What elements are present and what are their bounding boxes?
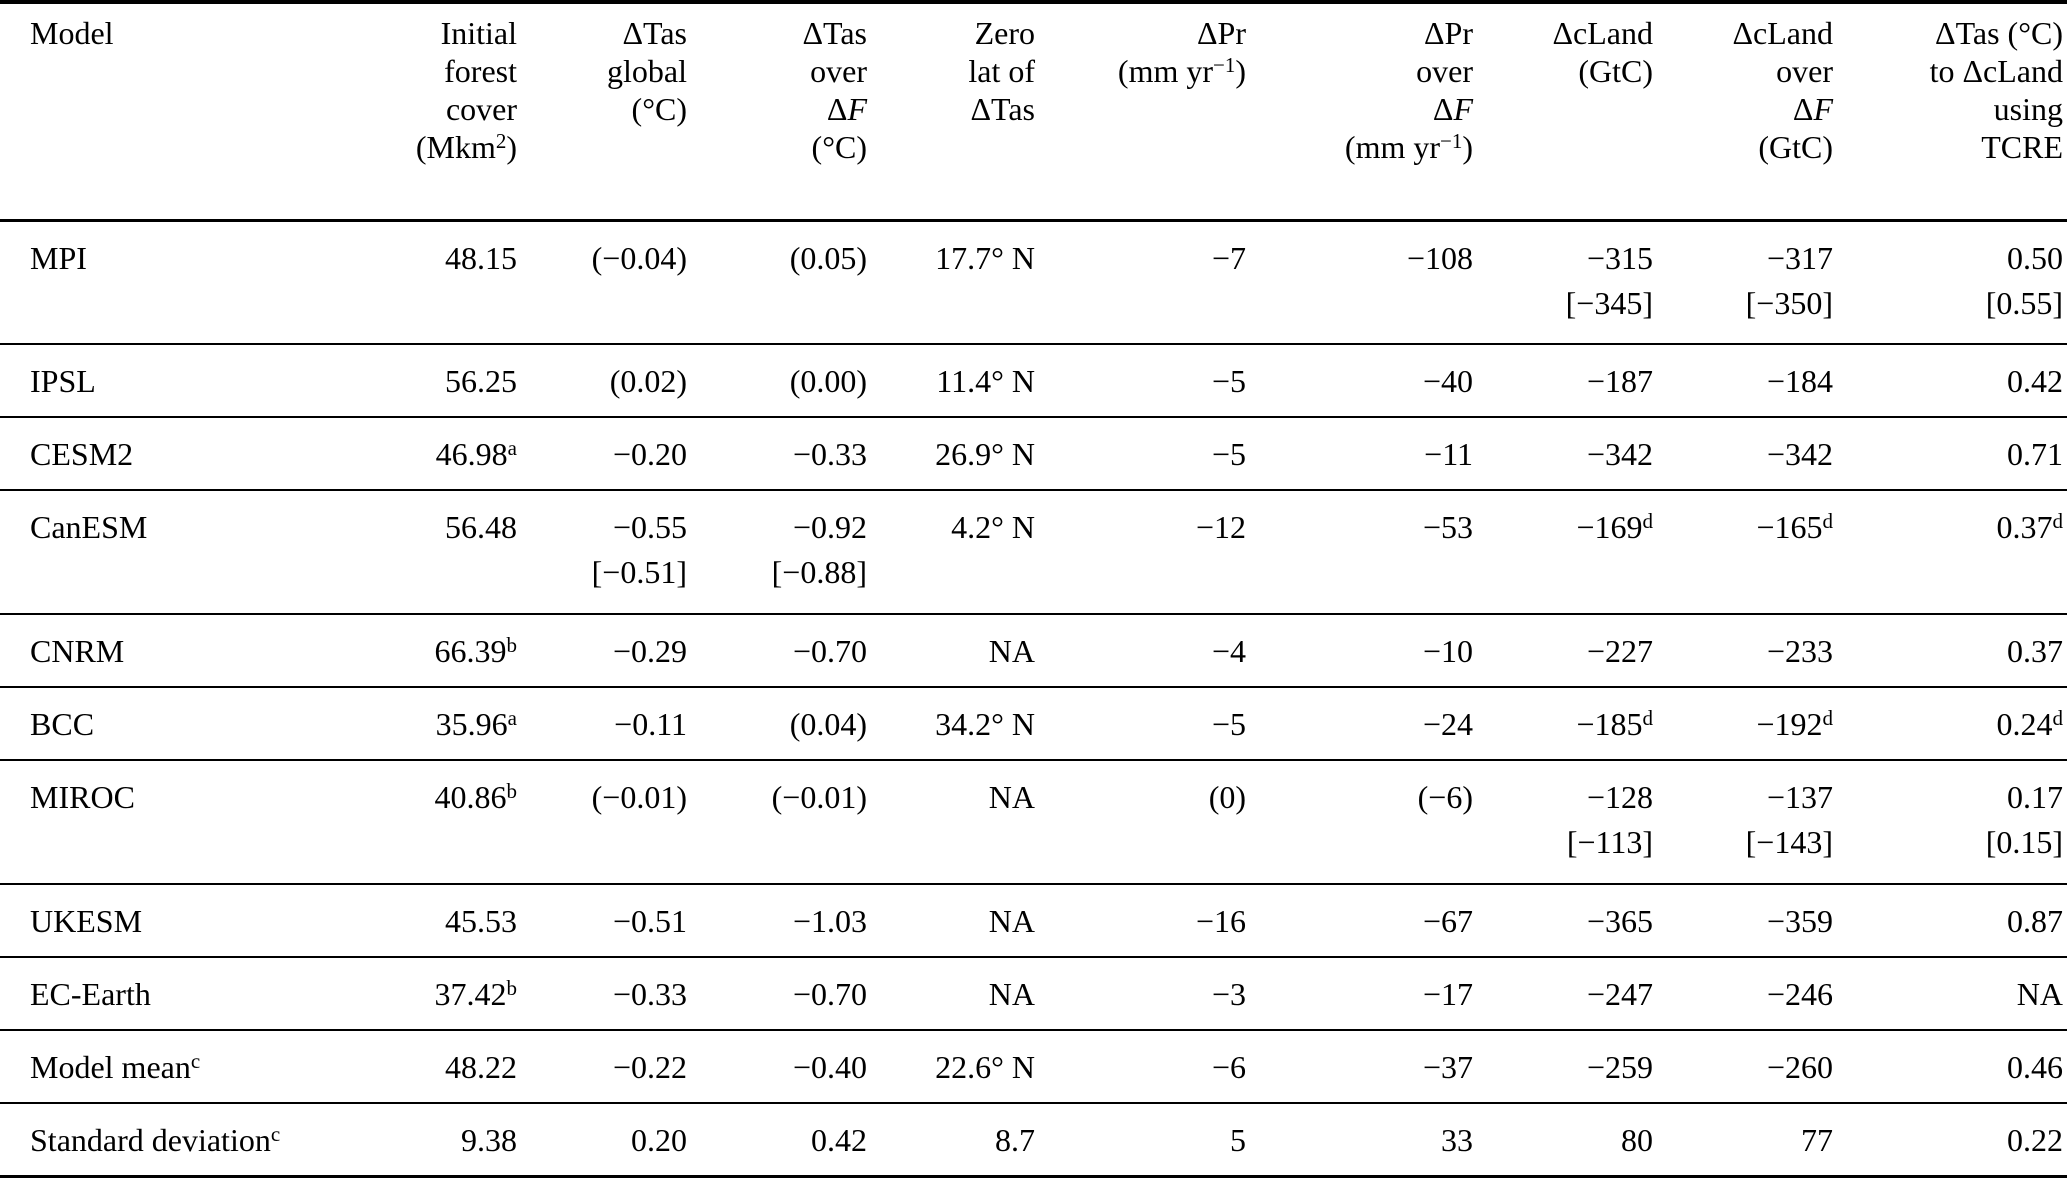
value-cell: 0.71 [2007,436,2063,472]
table-body [0,220,2067,1176]
value-cell: −16 [1195,903,1246,939]
model-name-cell: IPSL [30,363,96,399]
value-cell: −37 [1422,1049,1473,1085]
table-row [0,687,2067,760]
value-cell: −53 [1422,509,1473,545]
value-cell: (0) [1208,779,1246,815]
value-cell: (−0.01) [591,779,687,815]
value-cell: $-165^d$ [1756,509,1833,545]
value-cell: 0.20 [631,1122,687,1158]
value-cell: −315 [−345] [1565,239,1653,321]
value-cell: 40.86$^b$ [434,779,517,815]
model-name-cell: MPI [30,239,87,276]
table-row [0,344,2067,417]
value-cell: −12 [1195,509,1246,545]
value-cell: $-169^d$ [1576,509,1653,545]
value-cell: NA [2016,976,2063,1012]
value-cell: −227 [1586,633,1653,669]
table-header [0,2,2067,220]
value-cell: 35.96$^a$ [435,706,517,742]
value-cell: 56.48 [445,509,517,545]
model-name-cell: MIROC [30,779,135,815]
value-cell: −7 [1211,239,1246,276]
value-cell: −342 [1586,436,1653,472]
model-name-cell: Model mean$^c$ [30,1049,201,1085]
value-cell: 80 [1621,1122,1653,1158]
value-cell: −5 [1211,363,1246,399]
column-header-dpr: ΔPr (mm $yr^{-1}$) [1035,2,1246,220]
column-header-initial-forest-cover: Initial forest cover (Mkm$^2$) [330,2,517,220]
table-row [0,1030,2067,1103]
value-cell: 0.22 [2007,1122,2063,1158]
value-cell: 0.50 [0.55] [1985,239,2063,321]
value-cell: −365 [1586,903,1653,939]
value-cell: 8.7 [995,1122,1035,1158]
model-name-cell: EC-Earth [30,976,151,1012]
table-row [0,957,2067,1030]
table-row [0,1103,2067,1176]
value-cell: −4 [1211,633,1246,669]
value-cell: −317 [−350] [1745,239,1833,321]
model-name-cell: CNRM [30,633,125,669]
value-cell: −24 [1422,706,1473,742]
value-cell: 0.87 [2007,903,2063,939]
value-cell: −0.29 [612,633,687,669]
value-cell: −17 [1422,976,1473,1012]
value-cell: 48.22 [445,1049,517,1085]
column-header-zero-lat-of-dtas: Zero lat of ΔTas [867,2,1035,220]
value-cell: −246 [1766,976,1833,1012]
value-cell: 4.2° N [951,509,1035,545]
value-cell: 0.17 [0.15] [1985,779,2063,860]
value-cell: (−0.01) [771,779,867,815]
value-cell: 0.42 [2007,363,2063,399]
table-row [0,220,2067,344]
value-cell: 5 [1230,1122,1246,1158]
value-cell: 48.15 [445,239,517,276]
column-header-dcland: ΔcLand (GtC) [1473,2,1653,220]
value-cell: −187 [1586,363,1653,399]
value-cell: −11 [1424,436,1473,472]
value-cell: −40 [1422,363,1473,399]
value-cell: −0.11 [614,706,687,742]
value-cell: (−0.04) [591,239,687,276]
value-cell: 0.37 [2007,633,2063,669]
column-header-dtas-to-dcland-tcre: ΔTas (°C) to ΔcLand using TCRE [1833,2,2067,220]
value-cell: 9.38 [461,1122,517,1158]
table-row [0,884,2067,957]
value-cell: −0.33 [612,976,687,1012]
value-cell: $-185^d$ [1576,706,1653,742]
model-name-cell: BCC [30,706,95,742]
value-cell: −260 [1766,1049,1833,1085]
header-row [0,2,2067,220]
column-header-dtas-over-df: ΔTas over ΔF (°C) [687,2,867,220]
value-cell: 66.39$^b$ [434,633,517,669]
value-cell: −5 [1211,436,1246,472]
value-cell: (0.00) [789,363,867,399]
value-cell: 26.9° N [935,436,1035,472]
value-cell: 46.98$^a$ [435,436,517,472]
model-name-cell: Standard deviation$^c$ [30,1122,281,1158]
value-cell: NA [988,903,1035,939]
value-cell: 33 [1441,1122,1473,1158]
value-cell: (−6) [1417,779,1473,815]
value-cell: −0.33 [792,436,867,472]
value-cell: −6 [1211,1049,1246,1085]
value-cell: −10 [1422,633,1473,669]
value-cell: $-192^d$ [1756,706,1833,742]
value-cell: −359 [1766,903,1833,939]
value-cell: 0.46 [2007,1049,2063,1085]
value-cell: −342 [1766,436,1833,472]
value-cell: 34.2° N [935,706,1035,742]
value-cell: 37.42$^b$ [434,976,517,1012]
value-cell: −1.03 [792,903,867,939]
value-cell: −5 [1211,706,1246,742]
value-cell: NA [988,779,1035,815]
value-cell: 11.4° N [936,363,1035,399]
value-cell: −3 [1211,976,1246,1012]
value-cell: −128 [−113] [1566,779,1653,860]
model-name-cell: UKESM [30,903,143,939]
value-cell: −137 [−143] [1745,779,1833,860]
value-cell: −0.51 [612,903,687,939]
table-row [0,417,2067,490]
value-cell: −67 [1422,903,1473,939]
value-cell: 0.37$^d$ [1996,509,2063,545]
value-cell: −184 [1766,363,1833,399]
column-header-dcland-over-df: ΔcLand over ΔF (GtC) [1653,2,1833,220]
column-header-dtas-global: ΔTas global (°C) [517,2,687,220]
value-cell: 77 [1801,1122,1833,1158]
value-cell: 56.25 [445,363,517,399]
model-name-cell: CanESM [30,509,148,545]
value-cell: −108 [1406,239,1473,276]
value-cell: −0.55 [−0.51] [591,509,687,590]
value-cell: −247 [1586,976,1653,1012]
value-cell: −0.20 [612,436,687,472]
column-header-dpr-over-df: ΔPr over ΔF (mm $yr^{-1}$) [1246,2,1473,220]
value-cell: (0.02) [609,363,687,399]
value-cell: (0.04) [789,706,867,742]
value-cell: (0.05) [789,239,867,276]
value-cell: 0.24$^d$ [1996,706,2063,742]
value-cell: −0.40 [792,1049,867,1085]
table-row [0,760,2067,884]
value-cell: 17.7° N [935,239,1035,276]
value-cell: −0.22 [612,1049,687,1085]
table-row [0,490,2067,614]
value-cell: −0.70 [792,633,867,669]
value-cell: −0.70 [792,976,867,1012]
model-name-cell: CESM2 [30,436,134,472]
value-cell: −0.92 [−0.88] [771,509,867,590]
column-header-model: Model [0,2,330,220]
value-cell: NA [988,976,1035,1012]
value-cell: NA [988,633,1035,669]
value-cell: 0.42 [811,1122,867,1158]
value-cell: −233 [1766,633,1833,669]
table-row [0,614,2067,687]
value-cell: 22.6° N [935,1049,1035,1085]
value-cell: −259 [1586,1049,1653,1085]
value-cell: 45.53 [445,903,517,939]
